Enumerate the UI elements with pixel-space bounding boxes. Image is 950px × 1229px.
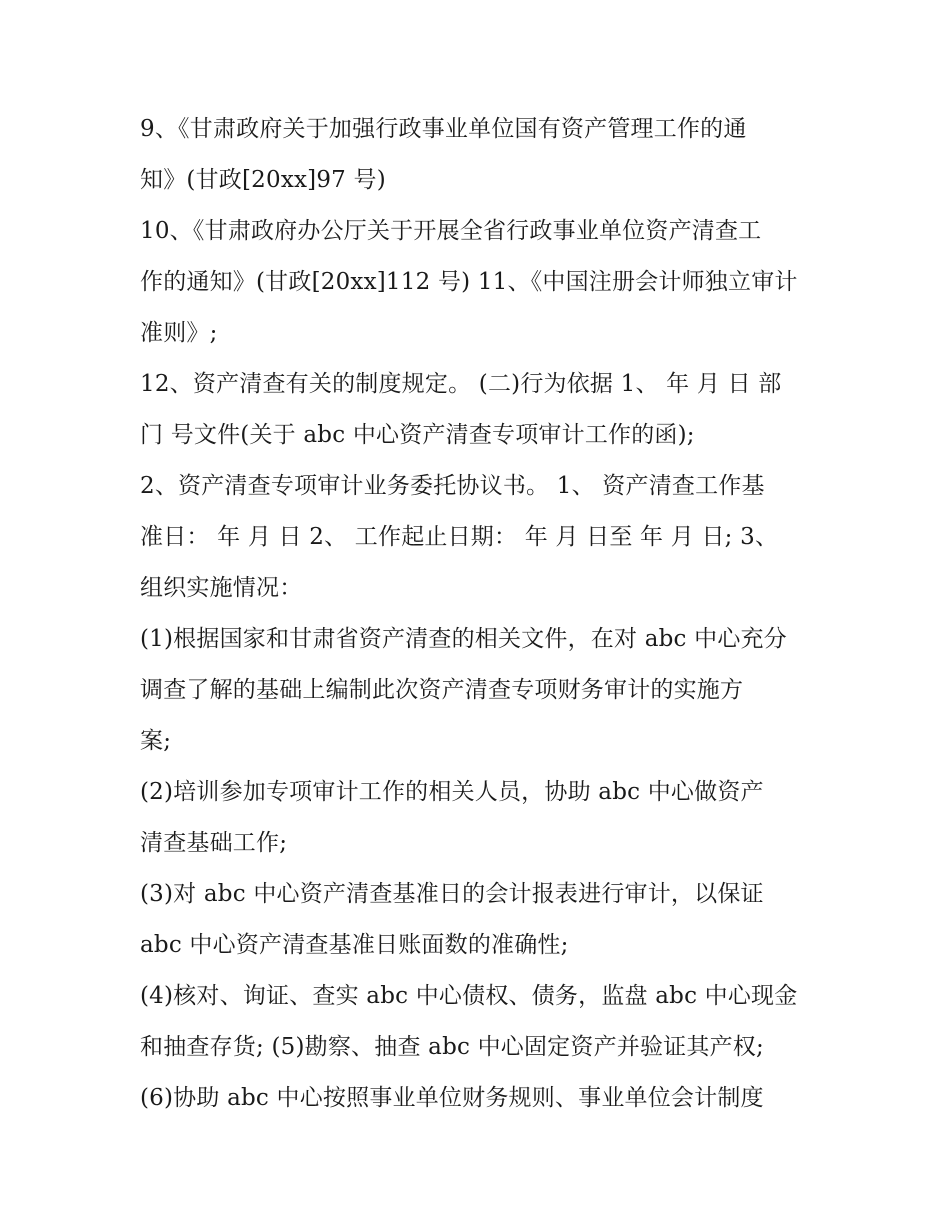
text-line-3: 10、《甘肃政府办公厅关于开展全省行政事业单位资产清查工 <box>140 218 762 244</box>
text-line-12: 调查了解的基础上编制此次资产清查专项财务审计的实施方 <box>140 677 744 703</box>
text-line-18: (4)核对、询证、查实 abc 中心债权、债务，监盘 abc 中心现金 <box>140 983 798 1009</box>
text-line-19: 和抽查存货; (5)勘察、抽查 abc 中心固定资产并验证其产权; <box>140 1034 764 1060</box>
text-line-10: 组织实施情况： <box>140 575 303 601</box>
text-line-16: (3)对 abc 中心资产清查基准日的会计报表进行审计，以保证 <box>140 881 764 907</box>
text-line-15: 清查基础工作; <box>140 830 288 856</box>
text-line-13: 案; <box>140 728 172 754</box>
text-line-11: (1)根据国家和甘肃省资产清查的相关文件，在对 abc 中心充分 <box>140 626 787 652</box>
text-line-20: (6)协助 abc 中心按照事业单位财务规则、事业单位会计制度 <box>140 1085 764 1111</box>
text-line-17: abc 中心资产清查基准日账面数的准确性; <box>140 932 569 958</box>
text-line-2: 知》(甘政[20xx]97 号) <box>140 167 386 193</box>
text-line-6: 12、资产清查有关的制度规定。 (二)行为依据 1、 年 月 日 部 <box>140 371 782 397</box>
text-line-7: 门 号文件(关于 abc 中心资产清查专项审计工作的函); <box>140 422 695 448</box>
text-line-9: 准日： 年 月 日 2、 工作起止日期： 年 月 日至 年 月 日; 3、 <box>140 524 779 550</box>
text-line-5: 准则》; <box>140 320 218 346</box>
text-line-14: (2)培训参加专项审计工作的相关人员，协助 abc 中心做资产 <box>140 779 764 805</box>
text-line-1: 9、《甘肃政府关于加强行政事业单位国有资产管理工作的通 <box>140 116 747 142</box>
text-line-8: 2、资产清查专项审计业务委托协议书。 1、 资产清查工作基 <box>140 473 765 499</box>
text-line-4: 作的通知》(甘政[20xx]112 号) 11、《中国注册会计师独立审计 <box>140 269 798 295</box>
document-body <box>140 104 820 1124</box>
